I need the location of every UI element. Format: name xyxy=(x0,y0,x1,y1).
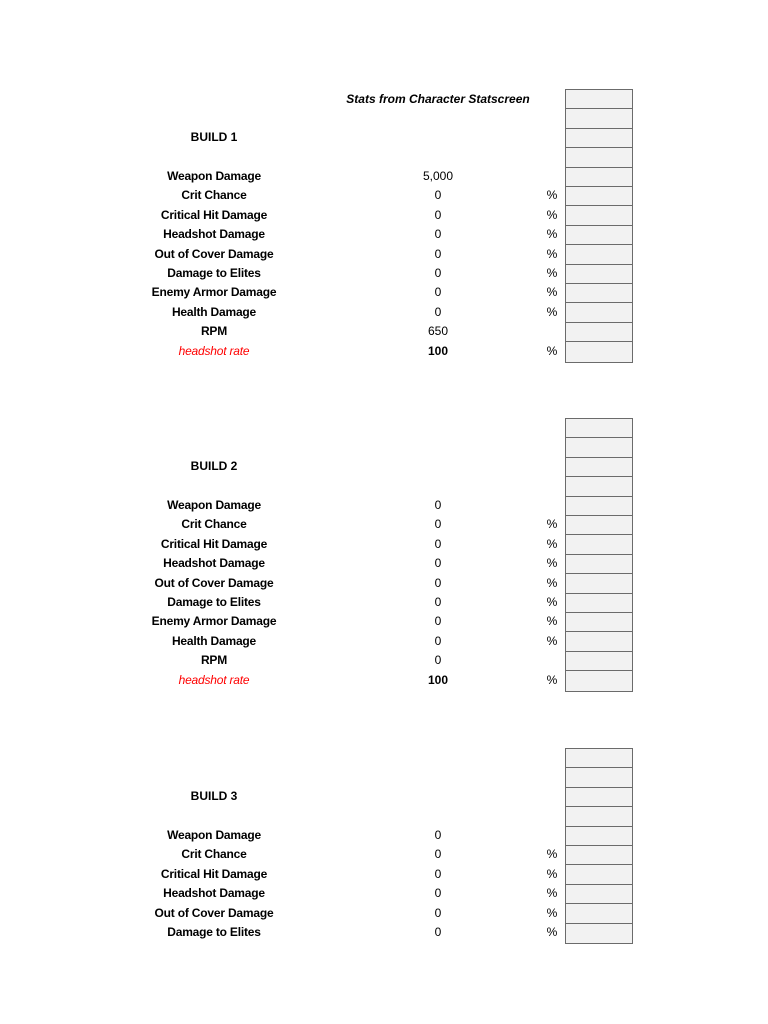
stat-label: Headshot Damage xyxy=(163,886,265,901)
stat-value: 0 xyxy=(434,653,442,668)
stat-value: 0 xyxy=(434,304,442,319)
stat-row xyxy=(0,303,768,322)
stat-label: Crit Chance xyxy=(181,188,247,203)
sheet-header: Stats from Character Statscreen xyxy=(346,92,530,106)
stat-unit: % xyxy=(546,925,558,939)
stat-unit: % xyxy=(546,614,558,629)
stat-row xyxy=(0,264,768,283)
stat-value: 0 xyxy=(434,828,442,842)
stat-value: 0 xyxy=(434,595,442,609)
input-cell[interactable] xyxy=(566,788,632,807)
stat-unit: % xyxy=(546,556,558,571)
stat-value: 0 xyxy=(434,188,442,203)
stat-label: Critical Hit Damage xyxy=(160,866,268,881)
build-title: BUILD 3 xyxy=(190,789,238,803)
stat-value: 0 xyxy=(434,614,442,629)
stat-label: Out of Cover Damage xyxy=(154,246,274,261)
stat-label: Enemy Armor Damage xyxy=(151,285,277,300)
stat-row xyxy=(0,923,768,942)
build-title: BUILD 2 xyxy=(190,459,238,473)
stat-row xyxy=(0,167,768,186)
stat-value: 100 xyxy=(427,343,449,358)
stat-unit: % xyxy=(546,188,558,203)
stat-label: Weapon Damage xyxy=(167,169,261,183)
stat-label: Damage to Elites xyxy=(167,925,261,939)
stat-row xyxy=(0,651,768,670)
stat-unit: % xyxy=(546,672,558,687)
stat-label: Health Damage xyxy=(171,304,257,319)
stat-value: 0 xyxy=(434,246,442,261)
stat-value: 0 xyxy=(434,207,442,222)
stat-unit: % xyxy=(546,536,558,551)
stat-value: 0 xyxy=(434,556,442,571)
stat-label: Weapon Damage xyxy=(167,498,261,512)
input-cell[interactable] xyxy=(566,807,632,826)
stat-value: 0 xyxy=(434,498,442,512)
stat-unit: % xyxy=(546,905,558,920)
stat-row xyxy=(0,671,768,690)
stat-value: 5,000 xyxy=(422,169,454,183)
stat-unit: % xyxy=(546,207,558,222)
stat-value: 0 xyxy=(434,227,442,242)
stat-unit: % xyxy=(546,227,558,242)
stat-label: Out of Cover Damage xyxy=(154,905,274,920)
input-cell[interactable] xyxy=(566,129,632,148)
stat-value: 0 xyxy=(434,886,442,901)
stat-unit: % xyxy=(546,246,558,261)
input-cell[interactable] xyxy=(566,109,632,128)
stat-row xyxy=(0,535,768,554)
stat-unit: % xyxy=(546,866,558,881)
input-cell[interactable] xyxy=(566,419,632,438)
stat-value: 0 xyxy=(434,575,442,590)
stat-row xyxy=(0,283,768,302)
stat-label: Out of Cover Damage xyxy=(154,575,274,590)
stat-label: headshot rate xyxy=(178,343,250,358)
input-cell[interactable] xyxy=(566,749,632,768)
stat-label: Headshot Damage xyxy=(163,556,265,571)
stat-row xyxy=(0,515,768,534)
stat-label: Weapon Damage xyxy=(167,828,261,842)
input-cell[interactable] xyxy=(566,477,632,496)
stat-unit: % xyxy=(546,304,558,319)
stat-label: Enemy Armor Damage xyxy=(151,614,277,629)
stat-value: 0 xyxy=(434,285,442,300)
stat-label: Damage to Elites xyxy=(167,266,261,280)
stat-row xyxy=(0,342,768,361)
stat-row xyxy=(0,632,768,651)
stat-unit: % xyxy=(546,595,558,609)
stat-row xyxy=(0,574,768,593)
stat-value: 100 xyxy=(427,672,449,687)
stat-label: Crit Chance xyxy=(181,847,247,862)
stat-label: Headshot Damage xyxy=(163,227,265,242)
stat-row xyxy=(0,865,768,884)
stat-value: 0 xyxy=(434,925,442,939)
stat-row xyxy=(0,826,768,845)
stat-value: 0 xyxy=(434,517,442,532)
stat-label: RPM xyxy=(200,653,228,668)
input-cell[interactable] xyxy=(566,90,632,109)
stat-label: Critical Hit Damage xyxy=(160,207,268,222)
stat-unit: % xyxy=(546,847,558,862)
stat-row xyxy=(0,206,768,225)
stat-value: 0 xyxy=(434,266,442,280)
stat-row xyxy=(0,904,768,923)
stat-unit: % xyxy=(546,266,558,280)
build-title: BUILD 1 xyxy=(190,130,238,144)
input-cell[interactable] xyxy=(566,148,632,167)
stat-row xyxy=(0,612,768,631)
stat-label: RPM xyxy=(200,324,228,339)
stat-row xyxy=(0,186,768,205)
input-cell[interactable] xyxy=(566,438,632,457)
stat-row xyxy=(0,554,768,573)
stat-label: headshot rate xyxy=(178,672,250,687)
input-cell[interactable] xyxy=(566,768,632,787)
stat-unit: % xyxy=(546,575,558,590)
stat-value: 0 xyxy=(434,905,442,920)
stat-row xyxy=(0,245,768,264)
stat-label: Critical Hit Damage xyxy=(160,536,268,551)
stat-value: 0 xyxy=(434,633,442,648)
stat-value: 0 xyxy=(434,847,442,862)
stat-unit: % xyxy=(546,285,558,300)
stat-row xyxy=(0,845,768,864)
stat-value: 650 xyxy=(427,324,449,339)
stat-unit: % xyxy=(546,886,558,901)
stat-label: Health Damage xyxy=(171,633,257,648)
stat-row xyxy=(0,593,768,612)
stat-unit: % xyxy=(546,343,558,358)
stat-row xyxy=(0,322,768,341)
stat-row xyxy=(0,884,768,903)
stat-unit: % xyxy=(546,633,558,648)
stat-row xyxy=(0,225,768,244)
input-cell[interactable] xyxy=(566,458,632,477)
stat-row xyxy=(0,496,768,515)
stat-label: Damage to Elites xyxy=(167,595,261,609)
stat-unit: % xyxy=(546,517,558,532)
stat-label: Crit Chance xyxy=(181,517,247,532)
stat-value: 0 xyxy=(434,866,442,881)
stat-value: 0 xyxy=(434,536,442,551)
